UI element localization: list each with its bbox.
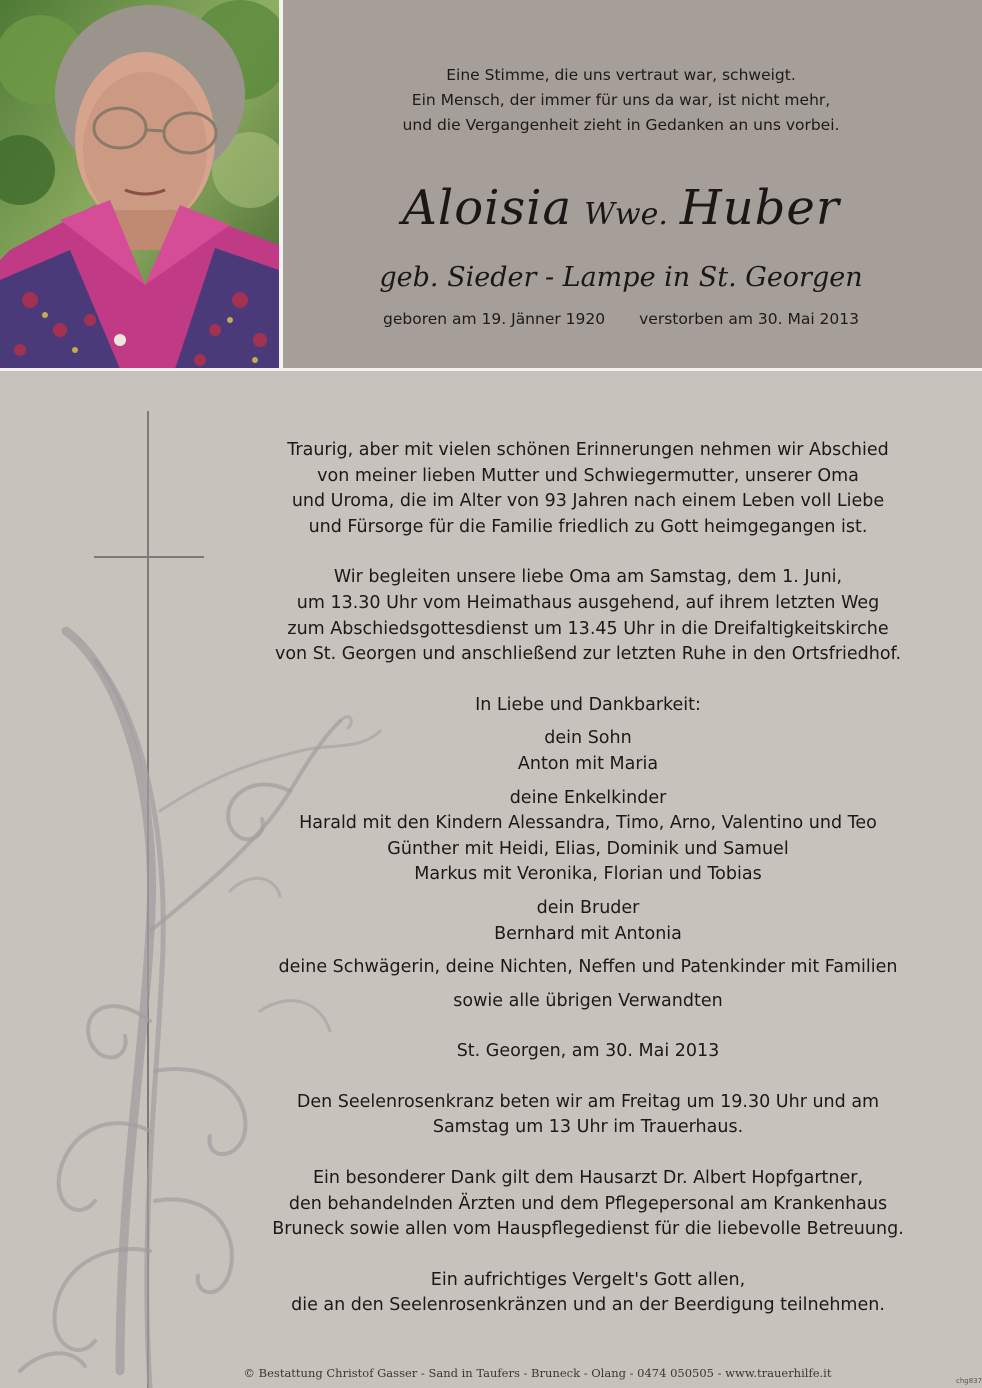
- text-line: und Uroma, die im Alter von 93 Jahren nach einem Leben voll Liebe: [291, 491, 885, 512]
- grandchild-family: Markus mit Veronika, Florian und Tobias: [414, 864, 762, 885]
- relatives: sowie alle übrigen Verwandten: [453, 990, 723, 1011]
- text-line: Samstag um 13 Uhr im Trauerhaus.: [432, 1117, 744, 1138]
- text-line: und Fürsorge für die Familie friedlich zu Gott heimgegangen ist.: [308, 516, 868, 537]
- obituary-body: [244, 438, 932, 1319]
- paragraph-rosary: [244, 1090, 932, 1141]
- paragraph-thanks: [244, 1166, 932, 1243]
- text-line: Den Seelenrosenkranz beten wir am Freitag um 19.30 Uhr und am: [296, 1091, 880, 1112]
- brother-name: Bernhard mit Antonia: [494, 923, 682, 944]
- life-dates: [283, 310, 959, 328]
- paragraph-closing: [244, 1268, 932, 1319]
- son-label: dein Sohn: [544, 728, 632, 749]
- text-line: von meiner lieben Mutter und Schwiegermutter, unserer Oma: [317, 465, 859, 486]
- text-line: von St. Georgen und anschließend zur letzten Ruhe in den Ortsfriedhof.: [274, 644, 902, 665]
- verse-line: Eine Stimme, die uns vertraut war, schweigt.: [446, 66, 796, 84]
- text-line: Bruneck sowie allen vom Hauspflegedienst für die liebevolle Betreuung.: [272, 1219, 904, 1240]
- text-line: Wir begleiten unsere liebe Oma am Samstag, dem 1. Juni,: [333, 567, 843, 588]
- grandchildren-label: deine Enkelkinder: [509, 787, 667, 808]
- reference-code: chg837: [956, 1377, 982, 1385]
- mourners-list: [244, 693, 932, 1015]
- footer-credit: © Bestattung Christof Gasser - Sand in Taufers - Bruneck - Olang - 0474 050505 - www.trauerhilfe.it: [243, 1366, 832, 1380]
- other-mourners: deine Schwägerin, deine Nichten, Neffen und Patenkinder mit Familien: [278, 957, 898, 978]
- verse-line: Ein Mensch, der immer für uns da war, ist nicht mehr,: [411, 91, 831, 109]
- paragraph-funeral: [244, 565, 932, 667]
- maiden-name: geb. Sieder - Lampe in St. Georgen: [379, 262, 863, 293]
- mourners-intro: In Liebe und Dankbarkeit:: [475, 694, 701, 715]
- verse: [283, 63, 959, 138]
- text-line: Ein besonderer Dank gilt dem Hausarzt Dr. Albert Hopfgartner,: [312, 1168, 864, 1189]
- verse-line: und die Vergangenheit zieht in Gedanken an uns vorbei.: [402, 116, 840, 134]
- birth-date: geboren am 19. Jänner 1920: [383, 310, 606, 328]
- portrait-photo: [0, 0, 279, 369]
- text-line: um 13.30 Uhr vom Heimathaus ausgehend, auf ihrem letzten Weg: [296, 592, 880, 613]
- last-name: Huber: [679, 180, 840, 236]
- son-name: Anton mit Maria: [517, 753, 659, 774]
- text-line: Traurig, aber mit vielen schönen Erinnerungen nehmen wir Abschied: [287, 440, 889, 460]
- place-date: St. Georgen, am 30. Mai 2013: [456, 1041, 720, 1062]
- text-line: die an den Seelenrosenkränzen und an der Beerdigung teilnehmen.: [291, 1295, 885, 1316]
- first-name: Aloisia: [402, 180, 573, 236]
- paragraph-farewell: [244, 438, 932, 540]
- text-line: zum Abschiedsgottesdienst um 13.45 Uhr in die Dreifaltigkeitskirche: [287, 618, 889, 639]
- death-date: verstorben am 30. Mai 2013: [639, 310, 859, 328]
- widow-label: Wwe.: [584, 197, 668, 232]
- text-line: Ein aufrichtiges Vergelt's Gott allen,: [430, 1269, 746, 1290]
- portrait-image: [0, 0, 279, 369]
- brother-label: dein Bruder: [536, 897, 640, 918]
- grandchild-family: Harald mit den Kindern Alessandra, Timo, Arno, Valentino und Teo: [299, 813, 877, 834]
- deceased-name: [283, 180, 959, 236]
- grandchild-family: Günther mit Heidi, Elias, Dominik und Samuel: [387, 838, 789, 859]
- text-line: den behandelnden Ärzten und dem Pflegepersonal am Krankenhaus: [288, 1193, 888, 1214]
